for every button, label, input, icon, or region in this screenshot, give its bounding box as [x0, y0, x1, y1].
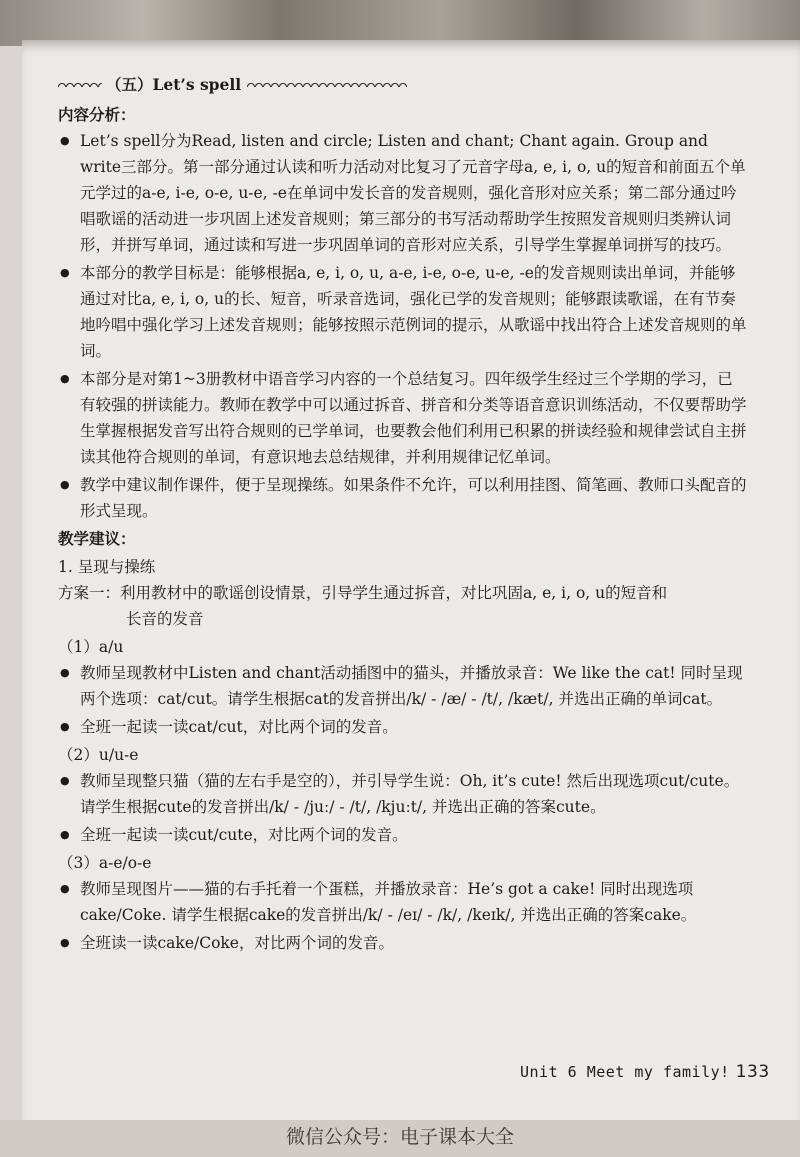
plan-one	[58, 580, 748, 632]
list-item: ● Let’s spell分为Read, listen and circle; Listen and chant; Chant again. Group and write三部分。第一部分通过认读和听力活动对比复习了元音字母a, e, i, o, u的短音和前面五个单元学过的a-e, i-e, o-e, u-e, -e在单词中发长音的发音规则，强化音形对应关系；第二部分通过吟唱歌谣的活动进一步巩固上述发音规则；第三部分的书写活动帮助学生按照发音规则归类辨认词形，并拼写单词，通过读和写进一步巩固单词的音形对应关系，引导学生掌握单词拼写的技巧。	[58, 128, 748, 258]
group-list	[58, 768, 748, 848]
page-footer	[520, 1062, 770, 1082]
group-list	[58, 660, 748, 740]
list-item: ● 教师呈现图片——猫的右手托着一个蛋糕，并播放录音：He’s got a cake! 同时出现选项cake/Coke. 请学生根据cake的发音拼出/k/ - /eɪ/ - /k/, /keɪk/, 并选出正确的答案cake。	[58, 876, 748, 928]
list-item: ● 全班一起读一读cat/cut，对比两个词的发音。	[58, 714, 748, 740]
section-title	[58, 72, 748, 98]
list-item: ● 本部分是对第1~3册教材中语音学习内容的一个总结复习。四年级学生经过三个学期的学习，已有较强的拼读能力。教师在教学中可以通过拆音、拼音和分类等语音意识训练活动，不仅要帮助学生掌握根据发音写出符合规则的已学单词，也要教会他们利用已积累的拼读经验和规律尝试自主拼读其他符合规则的单词，有意识地去总结规律，并利用规律记忆单词。	[58, 366, 748, 470]
list-item: ● 教学中建议制作课件，便于呈现操练。如果条件不允许，可以利用挂图、简笔画、教师口头配音的形式呈现。	[58, 472, 748, 524]
wavy-ornament-left	[58, 81, 102, 89]
analysis-heading: 内容分析：	[58, 105, 136, 124]
unit-title: Unit 6 Meet my family!	[520, 1063, 730, 1081]
list-item: ● 全班读一读cake/Coke，对比两个词的发音。	[58, 930, 748, 956]
list-item: ● 教师呈现整只猫（猫的左右手是空的），并引导学生说：Oh, it’s cute! 然后出现选项cut/cute。请学生根据cute的发音拼出/k/ - /juː/ - /t/, /kjuːt/, 并选出正确的答案cute。	[58, 768, 748, 820]
plan-text-line1: 利用教材中的歌谣创设情景，引导学生通过拆音，对比巩固a, e, i, o, u的短音和	[120, 584, 668, 602]
group-label: （2）u/u-e	[58, 746, 139, 764]
page-content	[58, 72, 748, 958]
plan-text-line2: 长音的发音	[126, 610, 204, 628]
list-item: ● 全班一起读一读cut/cute，对比两个词的发音。	[58, 822, 748, 848]
group-label: （1）a/u	[58, 638, 124, 656]
group-list	[58, 876, 748, 956]
step-title: 1. 呈现与操练	[58, 558, 156, 576]
plan-label: 方案一：	[58, 584, 121, 602]
page-number: 133	[735, 1062, 770, 1082]
list-item: ● 本部分的教学目标是：能够根据a, e, i, o, u, a-e, i-e, o-e, u-e, -e的发音规则读出单词，并能够通过对比a, e, i, o, u的长、短音，听录音选词，强化已学的发音规则；能够跟读歌谣，在有节奏地吟唱中强化学习上述发音规则；能够按照示范例词的提示，从歌谣中找出符合上述发音规则的单词。	[58, 260, 748, 364]
list-item: ● 教师呈现教材中Listen and chant活动插图中的猫头，并播放录音：We like the cat! 同时呈现两个选项：cat/cut。请学生根据cat的发音拼出/k/ - /æ/ - /t/, /kæt/, 并选出正确的单词cat。	[58, 660, 748, 712]
group-label: （3）a-e/o-e	[58, 854, 152, 872]
suggestions-heading: 教学建议：	[58, 529, 136, 548]
analysis-list	[58, 128, 748, 524]
watermark-caption: 微信公众号：电子课本大全	[285, 1126, 514, 1148]
section-title-text: （五）Let’s spell	[106, 75, 242, 94]
wavy-ornament-right	[247, 81, 407, 89]
